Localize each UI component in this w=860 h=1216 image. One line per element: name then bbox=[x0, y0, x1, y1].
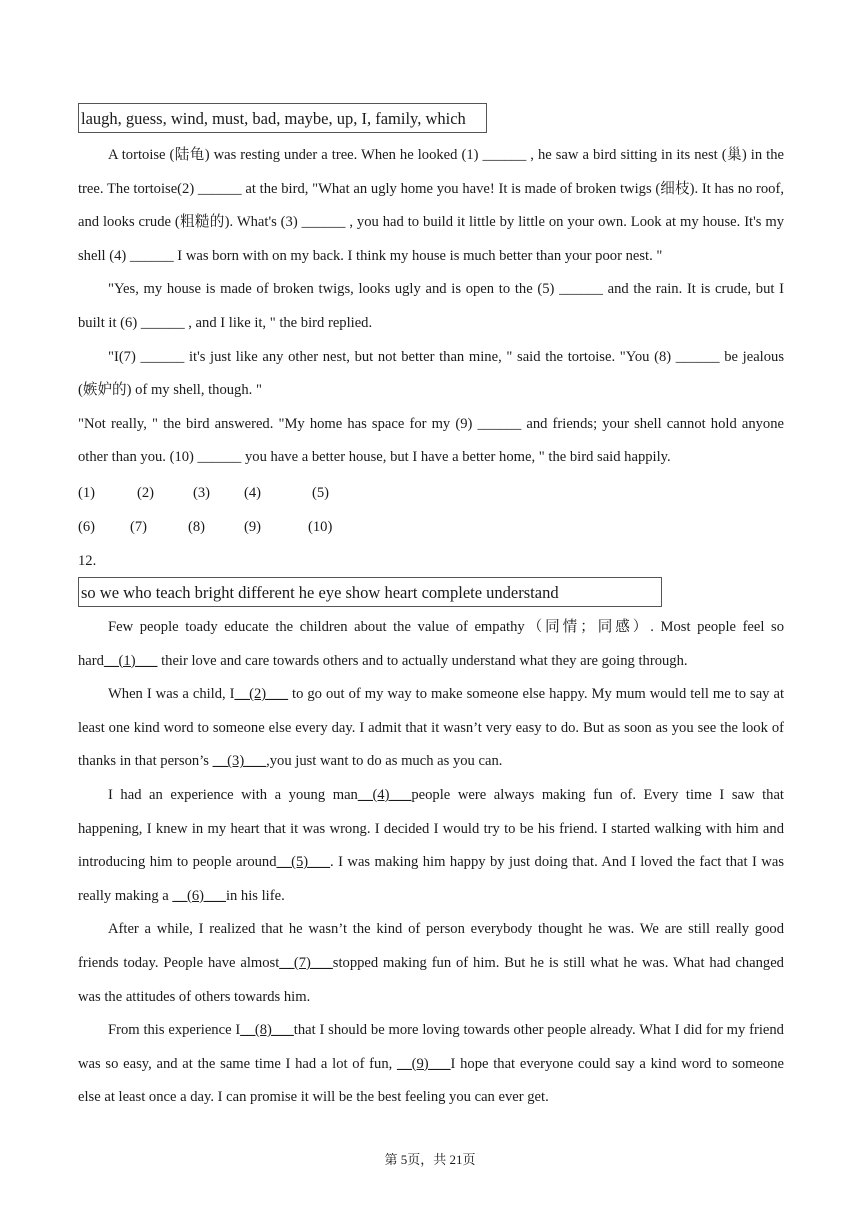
passage-2-paragraph-5 bbox=[78, 1014, 784, 1115]
text-segment: . I was making him happy by just doing that. And I loved the fact that I was really making a bbox=[78, 854, 784, 904]
passage-2-paragraph-1 bbox=[78, 611, 784, 678]
answer-label: (5) bbox=[312, 485, 330, 501]
answer-label: (6) bbox=[78, 519, 96, 535]
blank-3: __(3)___ bbox=[212, 753, 267, 770]
text-segment: After a while, I realized that he wasn’t the kind of person everybody thought he was. We are still really good friends today. People have almost bbox=[78, 921, 784, 971]
text-segment: Few people toady educate the children about the value of empathy（同情；同感）. Most people feel so hard bbox=[78, 619, 784, 669]
passage-2 bbox=[78, 611, 784, 1115]
passage-2-paragraph-4 bbox=[78, 913, 784, 1014]
answer-label: (7) bbox=[130, 519, 148, 535]
passage-1 bbox=[78, 139, 784, 475]
answer-label: (4) bbox=[244, 485, 262, 501]
blank-1: __(1)___ bbox=[103, 652, 158, 669]
question-number: 12. bbox=[78, 553, 97, 569]
text-segment: people were always making fun of. Every time I saw that happening, I knew in my heart that it was wrong. I decided I would try to be his friend. I started walking with him and introducing him to people around bbox=[78, 786, 784, 871]
text-segment: their love and care towards others and to actually understand what they are going through. bbox=[157, 652, 688, 669]
blank-8: __(8)___ bbox=[240, 1022, 294, 1039]
blank-5: __(5)___ bbox=[276, 854, 331, 871]
text-segment: I hope that everyone could say a kind word to someone else at least once a day. I can promise it will be the best feeling you can ever get. bbox=[78, 1055, 784, 1106]
blank-9: __(9)___ bbox=[397, 1055, 451, 1072]
answer-label: (2) bbox=[137, 485, 155, 501]
passage-1-paragraph-2: "Yes, my house is made of broken twigs, looks ugly and is open to the (5) ______ and the rain. It is crude, but I built it (6) ______ , and I like it, " the bird replied. bbox=[78, 281, 784, 331]
passage-1-paragraph-3: "I(7) ______ it's just like any other nest, but not better than mine, " said the tortoise. "You (8) ______ be jealous (嫉妒的) of my shell, though. " bbox=[78, 348, 784, 399]
text-segment: stopped making fun of him. But he is still what he was. What had changed was the attitudes of others towards him. bbox=[78, 954, 784, 1005]
text-segment: From this experience I bbox=[108, 1022, 241, 1039]
text-segment: to go out of my way to make someone else happy. My mum would tell me to say at least one kind word to someone else every day. I admit that it wasn’t very easy to do. But as soon as you see the look of thanks in that person’s bbox=[78, 686, 784, 770]
blank-2: __(2)___ bbox=[234, 686, 289, 703]
blank-6: __(6)___ bbox=[172, 887, 226, 904]
blank-7: __(7)___ bbox=[279, 954, 333, 971]
word-bank-box-2: so we who teach bright different he eye show heart complete understand bbox=[78, 577, 662, 607]
page-footer: 第 5页，共 21页 bbox=[384, 1152, 476, 1167]
word-bank-box-1: laugh, guess, wind, must, bad, maybe, up, I, family, which bbox=[78, 103, 487, 133]
text-segment: that I should be more loving towards other people already. What I did for my friend was so easy, and at the same time I had a lot of fun, bbox=[78, 1022, 784, 1072]
text-segment: in his life. bbox=[225, 887, 285, 904]
passage-1-paragraph-4: "Not really, " the bird answered. "My home has space for my (9) ______ and friends; your shell cannot hold anyone other than you. (10) ______ you have a better house, but I have a better home, " the bird said happily. bbox=[78, 415, 784, 466]
passage-2-paragraph-2 bbox=[78, 678, 784, 779]
text-segment: I had an experience with a young man bbox=[108, 786, 358, 803]
answer-label: (10) bbox=[308, 519, 333, 535]
passage-2-paragraph-3 bbox=[78, 779, 784, 913]
answer-label: (1) bbox=[78, 485, 96, 501]
answer-label: (3) bbox=[193, 485, 211, 501]
answer-label: (9) bbox=[244, 519, 262, 535]
blank-4: __(4)___ bbox=[357, 786, 412, 803]
text-segment: When I was a child, I bbox=[108, 686, 235, 703]
passage-1-paragraph-1: A tortoise (陆龟) was resting under a tree. When he looked (1) ______ , he saw a bird sitting in its nest (巢) in the tree. The tortoise(2) ______ at the bird, "What an ugly home you have! It is made of broken twigs (细枝). It has no roof, and looks crude (粗糙的). What's (3) ______ , you had to build it little by little on your own. Look at my house. It's my shell (4) ______ I was born with on my back. I think my house is much better than your poor nest. " bbox=[78, 147, 784, 264]
text-segment: ,you just want to do as much as you can. bbox=[266, 753, 503, 770]
answer-label: (8) bbox=[188, 519, 206, 535]
